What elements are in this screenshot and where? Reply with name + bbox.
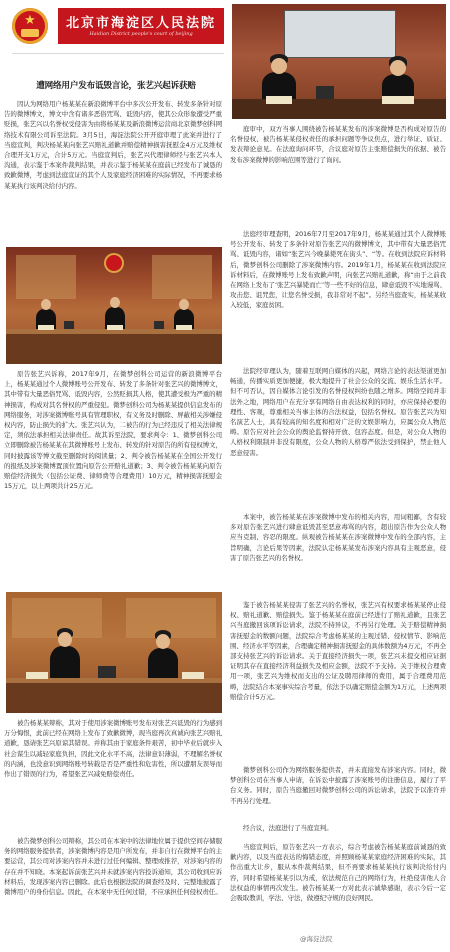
paragraph: 庭审中，双方当事人围绕被告杨某某发布的涉案微博是否构成对原告的名誉侵权、被告杨某某侵权责任的承担问题等争议焦点，进行举证、质证、发表辩论意见。在法庭询问环节，合议庭对原告主张赔偿损失的依据、被告发布涉案微博的影响范围等进行了询问。 xyxy=(230,125,446,164)
courtroom-photo-judges xyxy=(232,4,446,119)
court-banner xyxy=(12,4,224,48)
paragraph: 本案中，被告杨某某在涉案微博中发布的相关内容，用词粗鄙，含有较多对原告张艺兴进行肆意诋毁甚至恶意毒骂的内容，超出原告作为公众人物应当克制、容忍的限度。纵观被告杨某某在涉案微博中发布的全部内容，主旨明确，言论后果等因素，法院认定杨某某发布涉案内容具有主观恶意，侵害了原告张艺兴的名誉权。 xyxy=(230,513,446,562)
courtroom-photo-bench xyxy=(6,247,222,364)
courtroom-photo-defendant xyxy=(6,592,222,713)
paragraph: 微梦创科公司作为网络服务提供者，并未直接发布涉案内容。同时，微梦创科公司在当事人申请，在诉讼中披露了涉案账号的注册信息，履行了平台义务。同时，原告当庭撤回对微梦创科公司的诉讼请求，法院予以准许并不再另行处理。 xyxy=(230,766,446,805)
paragraph: 经合议，法庭进行了当庭宣判。 xyxy=(243,824,333,832)
paragraph: 被告微梦创科公司辩称，其公司在本案中的法律地位属于提供空间存储服务的网络服务提供者，涉案微博内容是用户所发布，并非自行在微博平台的主要运营，其公司对涉案内容并未进行过任何编辑、整理或推荐，对涉案内容的存在并不知晓。本案起诉前张艺兴并未就涉案内容投诉通知，其公司收到应诉材料后，发现涉案内容已删除。此后也根据法院的调查经及时、完整地披露了微博用户的身份信息。因此，在本案中无任何过错，不应承担任何侵权责任。 xyxy=(4,837,222,897)
divider xyxy=(12,53,224,54)
court-name-banner xyxy=(58,8,224,44)
court-emblem-icon: ★ xyxy=(12,8,48,44)
article-title: 遭网络用户发布诋毁言论，张艺兴起诉获赔 xyxy=(36,81,196,91)
weibo-watermark: @海淀法院 xyxy=(300,935,333,943)
court-name-en: Haidian District people's court of beijing xyxy=(89,31,193,37)
right-column xyxy=(230,0,446,952)
paragraph: 法庭经审理查明，2016年7月至2017年9月，杨某某通过其个人微博账号公开发布、转发了多条针对原告张艺兴的微博博文，其中带有大量恶俗咒骂、诋毁内容，诸如“张艺兴今晚暴毙死在街头”、“等。在收到法院应诉材料后，微梦创科公司删除了涉案微博内容。2019年1月，杨某某在收到法院应诉材料后，在微博账号上发布致歉声明，向张艺兴赔礼道歉，称“由于之前我在网络上发布了‘张艺兴暴毙而亡’等一些不好的信息，肆意诋毁不实地谩骂、攻击您、诅咒您，让您名誉受损，我非常对不起”。另经当庭查实，杨某某收入较低，家庭贫困。 xyxy=(230,230,446,310)
paragraph: 被告杨某某辩称，其对于使用涉案微博账号发布对张艺兴诋毁的行为感到万分悔恨，此前已经在网络上发布了致歉微博，现当庭再次真诚向张艺兴赔礼道歉，恳请张艺兴原谅其错误。并称其由于家庭条件艰苦，初中毕业后就步入社会谋生以减轻家庭负担，因此文化水平不高，法律意识薄弱，不理解名誉权的内涵，也没意识到网络账号转载是否是严重性和危害性，所以遭朋友误导而作出了错误的行为，希望张艺兴减免赔偿责任。 xyxy=(4,719,222,779)
paragraph: 因认为网络用户杨某某在新浪微博平台中多次公开发布、转发多条针对原告的微博博文，博文中含有诸多恶俗咒骂、诋毁内容，使其公众形象遭受严重贬损，张艺兴以名誉权受侵害为由将杨某某及新浪微博运营商北京微梦创科网络技术有限公司诉至法院。3月5日，海淀法院公开开庭审理了此案并进行了当庭宣判，判决杨某某向张艺兴赔礼道歉并赔偿精神损害抚慰金4万元及维权合理开支1万元，合计5万元。当庭宣判后，张艺兴代理律师经与张艺兴本人沟通，表示鉴于本案件裁判结果，并表示鉴于杨某某在庭前已经发布了诚恳的致歉微博，考虑到法庭宣证的其个人及家庭经济困难的实际情况，不再要求杨某某执行该判决给付内容。 xyxy=(4,100,222,190)
paragraph: 原告张艺兴诉称，2017年9月，在微梦创科公司运营的新浪微博平台上，杨某某通过个人微博账号公开发布、转发了多条针对张艺兴的微博博文，其中带有大量恶俗咒骂、诋毁内容，公然贬损其人格，使其遭受极为严重的精神损害，构成对其名誉权的严重侵犯。微梦创科公司为杨某某提供信息发布的网络服务，对涉案微博账号具有管理职权，有义务及时删除、屏蔽相关涉嫌侵权内容，防止损失的扩大。张艺兴认为，二被告的行为已经违反了相关法律规定，须依法承担相关法律责任。故其诉至法院，要求判令：1、微梦创科公司立即删除被告杨某某在其微博账号上发布、转发的针对原告的所有侵权博文，同时披露该等博文截至删除时的阅读量；2、判令被告杨某某在全国公开发行的报纸及涉案微博置顶位置向原告公开赔礼道歉；3、判令被告杨某某向原告赔偿经济损失（包括公证费、律师费等合理费用）10万元，精神损害抚慰金15万元，以上两项共计25万元。 xyxy=(4,370,222,491)
left-column xyxy=(4,0,222,952)
paragraph: 法院经审理认为，随着互联网自媒体的兴起，网络言论的表达渠道更加畅通，传播实质更加便捷，极大地提升了社会公众的交流、娱乐生活水平。但不可否认，因自媒体言论引发的名誉侵权纠纷也随之增多。网络空间并非法外之地，网络用户在充分享有网络自由表达权利的同时，亦应保持必要的理性、客观，尊重相关当事主体的合法权益，包括名誉权。原告张艺兴为知名演艺人士，具有较高的知名度和相对广泛的文娱影响力，应属公众人物范畴。原告应对社会公众的舆论监督持开放、包容态度。但是，对公众人物的人格权利限制并非没有限度，公众人物的人格尊严依法受到保护，禁止他人恶意侵害。 xyxy=(230,367,446,457)
paragraph: 鉴于被告杨某某侵害了张艺兴的名誉权，张艺兴有权要求杨某某停止侵权、赔礼道歉、赔偿损失。鉴于杨某某在庭前已经进行了赔礼道歉，且张艺兴当庭撤回该项诉讼请求，法院不持异议，不再另行处理。关于赔偿精神损害抚慰金的数额问题，法院综合考虑杨某某的主观过错、侵权情节、影响范围、经济水平等因素，合理确定精神损害抚慰金的具体数额为4万元，不再全部支持张艺兴的诉讼请求。关于直接经济损失一项，张艺兴未提交相应证据证明其存在直接经济利益损失及相应金额，法院不予支持。关于维权合理费用一项，张艺兴为维权而支出的公证及聘用律师的费用，属于合理费用范畴，法院结合本案事实综合考量，依法予以确定赔偿金额为1万元，上述两项赔偿合计5万元。 xyxy=(230,601,446,701)
court-name: 北京市海淀区人民法院 xyxy=(65,16,216,31)
paragraph: 当庭宣判后，原告张艺兴一方表示，综合考虑被告杨某某庭前诚恳的致歉内容，以及当庭表达的悔错态度，并照顾杨某某家庭经济困难的实际，其作出重大让步，服从本件裁判结果，但不再要求杨某某执行该判决给付内容，同时希望杨某某引以为戒，依法规范自己的网络行为，杜绝侵害他人合法权益的事情再次发生。被告杨某某一方对此表示诚挚感谢，表示今后一定会吸取教训，学法、守法，做遵纪守规的良好网民。 xyxy=(230,843,446,903)
